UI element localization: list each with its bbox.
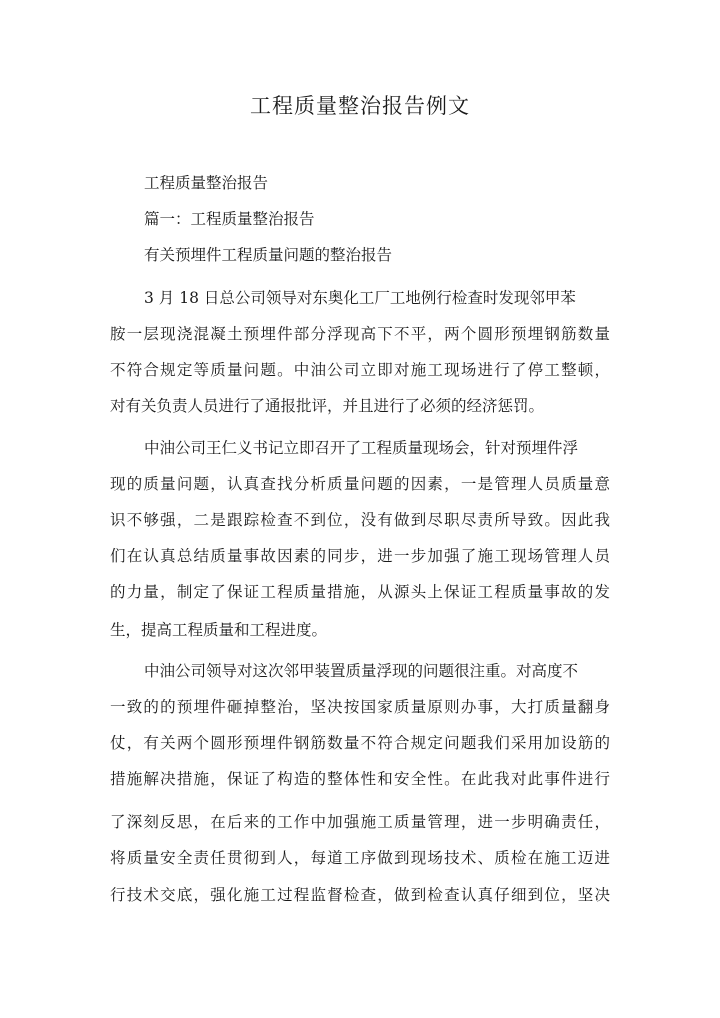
- text-line: 行技术交底，强化施工过程监督检查，做到检查认真仔细到位，坚决: [110, 886, 610, 904]
- text-line: 的力量，制定了保证工程质量措施，从源头上保证工程质量事故的发: [110, 583, 610, 601]
- text-line: 们在认真总结质量事故因素的同步，进一步加强了施工现场管理人员: [110, 547, 610, 565]
- text-line: 有关预埋件工程质量问题的整治报告: [144, 246, 393, 264]
- text-line: 对有关负责人员进行了通报批评，并且进行了必须的经济惩罚。: [110, 397, 545, 415]
- text-line: 3 月 18 日总公司领导对东奥化工厂工地例行检查时发现邻甲苯: [144, 289, 576, 307]
- text-line: 中油公司领导对这次邻甲装置质量浮现的问题很注重。对高度不: [144, 662, 579, 680]
- text-line: 措施解决措施，保证了构造的整体性和安全性。在此我对此事件进行: [110, 770, 610, 788]
- text-line: 现的质量问题，认真查找分析质量问题的因素，一是管理人员质量意: [110, 475, 610, 493]
- document-title: 工程质量整治报告例文: [250, 94, 470, 118]
- text-line: 不符合规定等质量问题。中油公司立即对施工现场进行了停工整顿，: [110, 361, 610, 379]
- text-line: 中油公司王仁义书记立即召开了工程质量现场会，针对预埋件浮: [144, 439, 579, 457]
- text-line: 了深刻反思，在后来的工作中加强施工质量管理，进一步明确责任，: [110, 813, 610, 831]
- text-line: 篇一：工程质量整治报告: [144, 210, 315, 228]
- text-line: 一致的的预埋件砸掉整治，坚决按国家质量原则办事，大打质量翻身: [110, 698, 610, 716]
- text-line: 识不够强，二是跟踪检查不到位，没有做到尽职尽责所导致。因此我: [110, 511, 610, 529]
- text-line: 胺一层现浇混凝土预埋件部分浮现高下不平，两个圆形预埋钢筋数量: [110, 325, 610, 343]
- text-line: 工程质量整治报告: [144, 174, 269, 192]
- text-line: 生，提高工程质量和工程进度。: [110, 621, 328, 639]
- text-line: 仗，有关两个圆形预埋件钢筋数量不符合规定问题我们采用加设筋的: [110, 734, 610, 752]
- text-line: 将质量安全责任贯彻到人，每道工序做到现场技术、质检在施工迈进: [110, 849, 610, 867]
